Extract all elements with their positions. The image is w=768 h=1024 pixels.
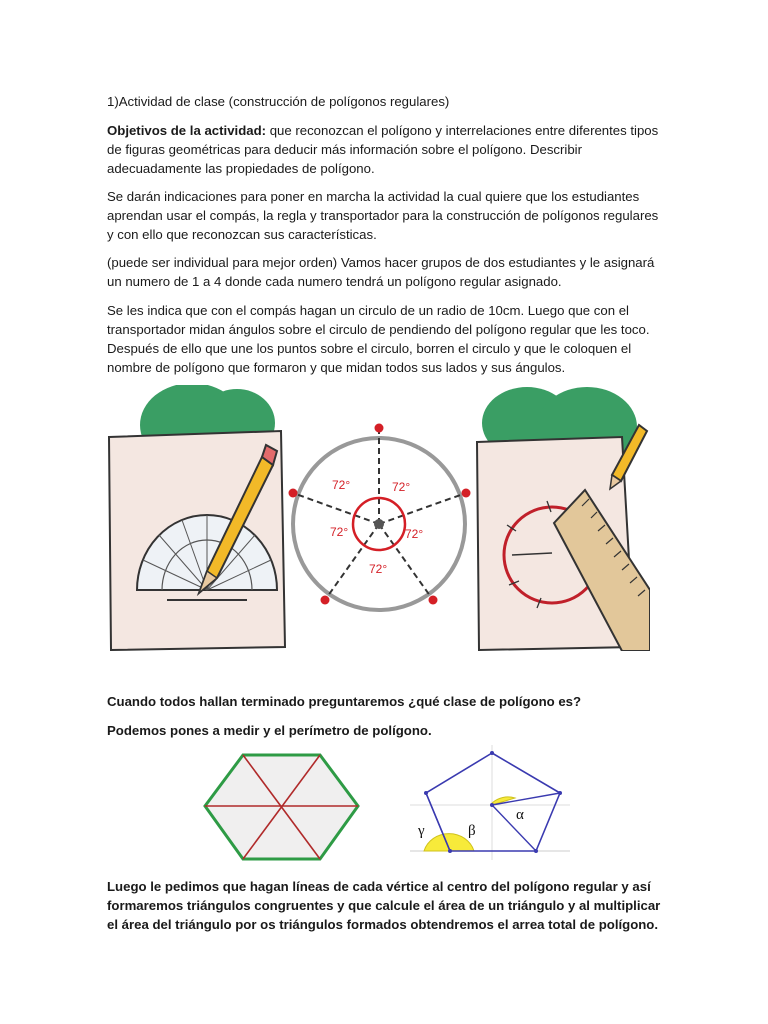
compass-panel [477,387,650,651]
vertex-point [321,596,330,605]
alpha-label: α [516,807,524,823]
conclusion-paragraph: Luego le pedimos que hagan líneas de cada vértice al centro del polígono regular y así formaremos triángulos congruentes y que calcule el área de un triángulo y al multiplicar el área del triángulo por os triángulos formados obtendremos el arrea total de polígono. [107,879,661,932]
beta-label: β [468,823,476,839]
perimeter-instruction: Podemos pones a medir y el perímetro de polígono. [107,723,432,738]
objectives-text: que reconozcan el polígono y interrelaciones entre diferentes tipos de figuras geométricas para deducir más información sobre el polígono. Describir adecuadamente las propiedades de polígono. [107,123,659,176]
vertex-point [462,489,471,498]
angle-label: 72° [405,527,424,541]
vertex-point [375,424,384,433]
gamma-label: γ [418,823,425,839]
angle-label: 72° [332,478,351,492]
angle-label: 72° [392,480,411,494]
angle-label: 72° [330,525,349,539]
hexagon-diagram [203,753,361,863]
vertex-point [289,489,298,498]
groups-paragraph: (puede ser individual para mejor orden) Vamos hacer grupos de dos estudiantes y le asignará un numero de 1 a 4 donde cada numero tendrá un polígono regular asignado. [107,255,655,289]
compass-paragraph: Se les indica que con el compás hagan un circulo de un radio de 10cm. Luego que con el transportador midan ángulos sobre el circulo de pendiendo del polígono regular que les toco. Después de ello que une los puntos sobre el circulo, borren el circulo y que le coloquen el nombre de polígono que formaron y que midan todos sus lados y sus ángulos. [107,303,650,375]
instructions-paragraph: Se darán indicaciones para poner en marcha la actividad la cual quiere que los estudiantes aprendan usar el compás, la regla y transportador para la construcción de polígonos regulares y con ello que reconozcan sus características. [107,189,659,242]
pentagon-diagram [410,745,570,860]
angle-label: 72° [369,562,388,576]
objectives-paragraph [107,121,667,178]
construction-illustration [107,385,650,651]
pentagon-division-diagram [289,424,471,611]
protractor-panel [109,385,285,650]
polygon-question: Cuando todos hallan terminado preguntaremos ¿qué clase de polígono es? [107,694,582,709]
activity-heading: 1)Actividad de clase (construcción de polígonos regulares) [107,94,450,109]
vertex-point [429,596,438,605]
objectives-label: Objetivos de la actividad: [107,123,267,138]
